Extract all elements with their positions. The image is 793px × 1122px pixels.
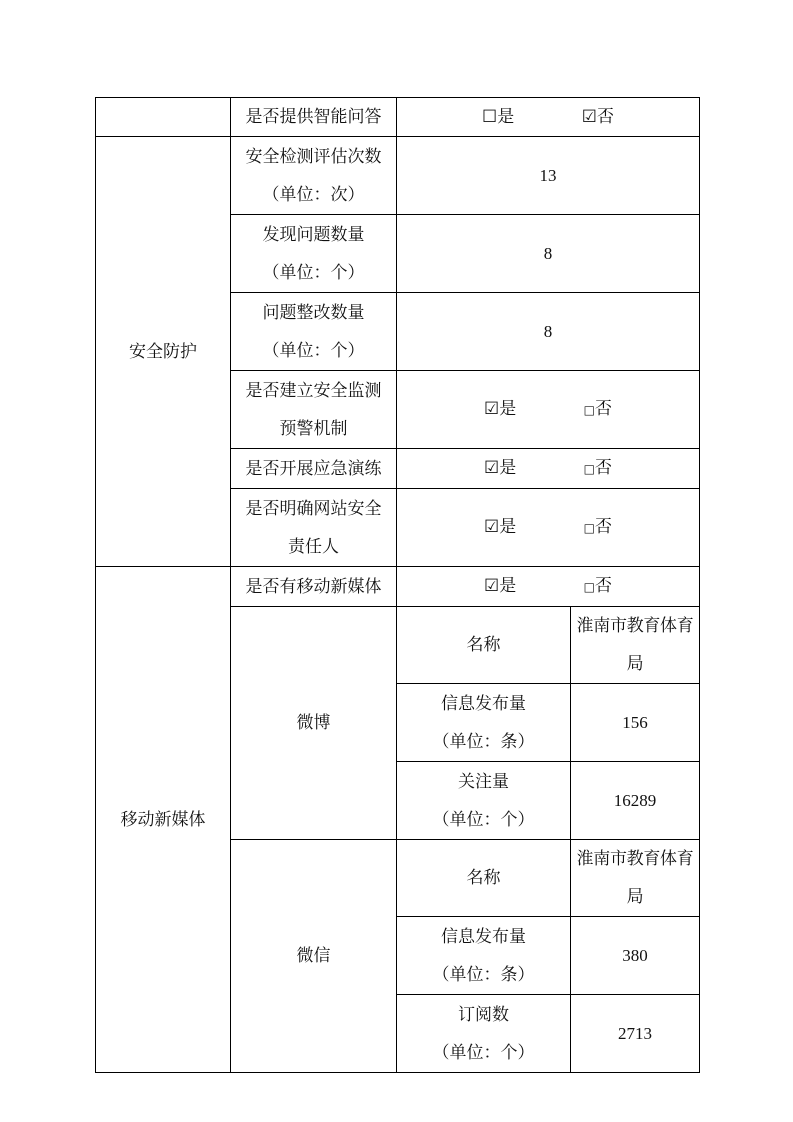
checkbox-checked-icon: ☑ [484,399,500,419]
checkbox-unchecked-icon: □ [583,580,595,594]
wechat-label: 微信 [231,840,397,1073]
has-media-yes-option[interactable]: ☑是 [484,567,516,605]
smart-qa-no-option[interactable]: ☑否 [582,98,614,136]
wechat-subscribers-label: 订阅数 （单位：个） [397,995,571,1073]
row-has-media [96,567,700,607]
monitoring-label: 是否建立安全监测 预警机制 [231,371,397,449]
drills-options [397,449,700,489]
responsible-yes-option[interactable]: ☑是 [484,508,516,546]
weibo-name-label: 名称 [397,607,571,684]
wechat-name-label: 名称 [397,840,571,917]
has-media-no-option[interactable]: □否 [584,567,612,606]
checkbox-checked-icon: ☑ [484,458,500,478]
eval-count-label: 安全检测评估次数 （单位：次） [231,137,397,215]
empty-category-cell [96,98,231,137]
smart-qa-label: 是否提供智能问答 [231,98,397,137]
issues-fixed-label: 问题整改数量 （单位：个） [231,293,397,371]
responsible-no-option[interactable]: □否 [584,508,612,547]
has-media-options [397,567,700,607]
weibo-name-value: 淮南市教育体育局 [571,607,700,684]
issues-fixed-value: 8 [397,293,700,371]
drills-label: 是否开展应急演练 [231,449,397,489]
checkbox-checked-icon: ☑ [484,576,500,596]
weibo-followers-value: 16289 [571,762,700,840]
row-smart-qa [96,98,700,137]
security-category-cell: 安全防护 [96,137,231,567]
smart-qa-options [397,98,700,137]
wechat-name-value: 淮南市教育体育局 [571,840,700,917]
new-media-category-cell: 移动新媒体 [96,567,231,1073]
responsible-options [397,489,700,567]
checkbox-unchecked-icon: □ [583,403,595,417]
issues-found-value: 8 [397,215,700,293]
responsible-label: 是否明确网站安全 责任人 [231,489,397,567]
drills-yes-option[interactable]: ☑是 [484,449,516,487]
eval-count-value: 13 [397,137,700,215]
monitoring-no-option[interactable]: □否 [584,390,612,429]
weibo-posts-value: 156 [571,684,700,762]
smart-qa-yes-option[interactable]: ☐是 [482,98,514,136]
wechat-posts-value: 380 [571,917,700,995]
monitoring-options [397,371,700,449]
checkbox-checked-icon: ☑ [581,107,597,127]
checkbox-unchecked-icon: ☐ [482,107,498,127]
checkbox-unchecked-icon: □ [583,462,595,476]
checkbox-checked-icon: ☑ [484,517,500,537]
checkbox-unchecked-icon: □ [583,521,595,535]
issues-found-label: 发现问题数量 （单位：个） [231,215,397,293]
drills-no-option[interactable]: □否 [584,449,612,488]
monitoring-yes-option[interactable]: ☑是 [484,390,516,428]
row-eval-count [96,137,700,215]
report-table [95,97,700,1073]
wechat-posts-label: 信息发布量 （单位：条） [397,917,571,995]
has-media-label: 是否有移动新媒体 [231,567,397,607]
weibo-followers-label: 关注量 （单位：个） [397,762,571,840]
wechat-subscribers-value: 2713 [571,995,700,1073]
weibo-label: 微博 [231,607,397,840]
weibo-posts-label: 信息发布量 （单位：条） [397,684,571,762]
